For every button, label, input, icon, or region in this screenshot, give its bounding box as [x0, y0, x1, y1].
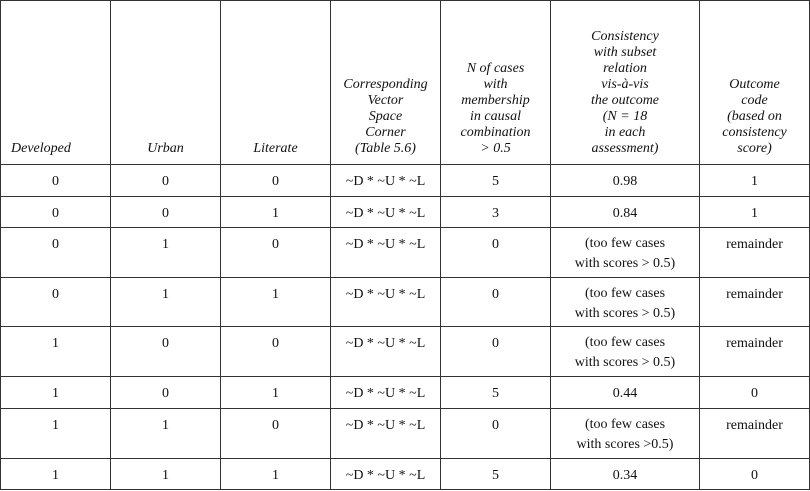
cell-outcome: 1 — [700, 165, 810, 197]
cell-outcome: remainder — [700, 228, 810, 278]
header-urban: Urban — [111, 1, 221, 165]
table-row — [1, 409, 810, 459]
cell-literate: 1 — [221, 278, 331, 327]
cell-corner: ~D * ~U * ~L — [331, 459, 441, 490]
cell-literate: 0 — [221, 228, 331, 278]
cell-urban: 0 — [111, 327, 221, 377]
cell-n-cases: 5 — [441, 165, 551, 197]
cell-developed: 1 — [1, 377, 111, 409]
header-row — [1, 1, 810, 165]
cell-n-cases: 0 — [441, 278, 551, 327]
cell-n-cases: 5 — [441, 459, 551, 490]
cell-literate: 0 — [221, 327, 331, 377]
cell-corner: ~D * ~U * ~L — [331, 327, 441, 377]
cell-n-cases: 0 — [441, 327, 551, 377]
cell-literate: 1 — [221, 197, 331, 228]
table-row — [1, 377, 810, 409]
cell-developed: 0 — [1, 197, 111, 228]
cell-outcome: remainder — [700, 327, 810, 377]
cell-corner: ~D * ~U * ~L — [331, 377, 441, 409]
cell-urban: 0 — [111, 197, 221, 228]
cell-literate: 0 — [221, 409, 331, 459]
cell-urban: 0 — [111, 377, 221, 409]
cell-literate: 1 — [221, 459, 331, 490]
cell-consistency: (too few cases with scores > 0.5) — [551, 278, 700, 327]
cell-outcome: 0 — [700, 377, 810, 409]
cell-outcome: 0 — [700, 459, 810, 490]
cell-developed: 0 — [1, 165, 111, 197]
cell-n-cases: 3 — [441, 197, 551, 228]
cell-consistency: (too few cases with scores > 0.5) — [551, 327, 700, 377]
cell-urban: 1 — [111, 278, 221, 327]
cell-corner: ~D * ~U * ~L — [331, 409, 441, 459]
cell-literate: 1 — [221, 377, 331, 409]
cell-consistency: 0.34 — [551, 459, 700, 490]
cell-n-cases: 0 — [441, 409, 551, 459]
cell-urban: 0 — [111, 165, 221, 197]
header-outcome: Outcome code (based on consistency score) — [700, 1, 810, 165]
cell-corner: ~D * ~U * ~L — [331, 165, 441, 197]
table-row — [1, 278, 810, 327]
cell-consistency: 0.98 — [551, 165, 700, 197]
cell-developed: 1 — [1, 327, 111, 377]
cell-outcome: remainder — [700, 278, 810, 327]
header-n-cases: N of cases with membership in causal combination > 0.5 — [441, 1, 551, 165]
cell-developed: 1 — [1, 409, 111, 459]
cell-urban: 1 — [111, 459, 221, 490]
table-row — [1, 165, 810, 197]
table-row — [1, 228, 810, 278]
cell-outcome: 1 — [700, 197, 810, 228]
cell-consistency: (too few cases with scores >0.5) — [551, 409, 700, 459]
header-consistency: Consistency with subset relation vis-à-vis the outcome (N = 18 in each assessment) — [551, 1, 700, 165]
cell-n-cases: 5 — [441, 377, 551, 409]
cell-consistency: (too few cases with scores > 0.5) — [551, 228, 700, 278]
cell-corner: ~D * ~U * ~L — [331, 278, 441, 327]
cell-urban: 1 — [111, 228, 221, 278]
table-row — [1, 327, 810, 377]
cell-corner: ~D * ~U * ~L — [331, 228, 441, 278]
header-developed: Developed — [1, 1, 111, 165]
cell-outcome: remainder — [700, 409, 810, 459]
header-corner: Corresponding Vector Space Corner (Table 5.6) — [331, 1, 441, 165]
table-row — [1, 459, 810, 490]
cell-consistency: 0.44 — [551, 377, 700, 409]
cell-developed: 0 — [1, 228, 111, 278]
cell-consistency: 0.84 — [551, 197, 700, 228]
cell-developed: 0 — [1, 278, 111, 327]
cell-literate: 0 — [221, 165, 331, 197]
cell-n-cases: 0 — [441, 228, 551, 278]
cell-developed: 1 — [1, 459, 111, 490]
cell-urban: 1 — [111, 409, 221, 459]
header-literate: Literate — [221, 1, 331, 165]
table-row — [1, 197, 810, 228]
cell-corner: ~D * ~U * ~L — [331, 197, 441, 228]
